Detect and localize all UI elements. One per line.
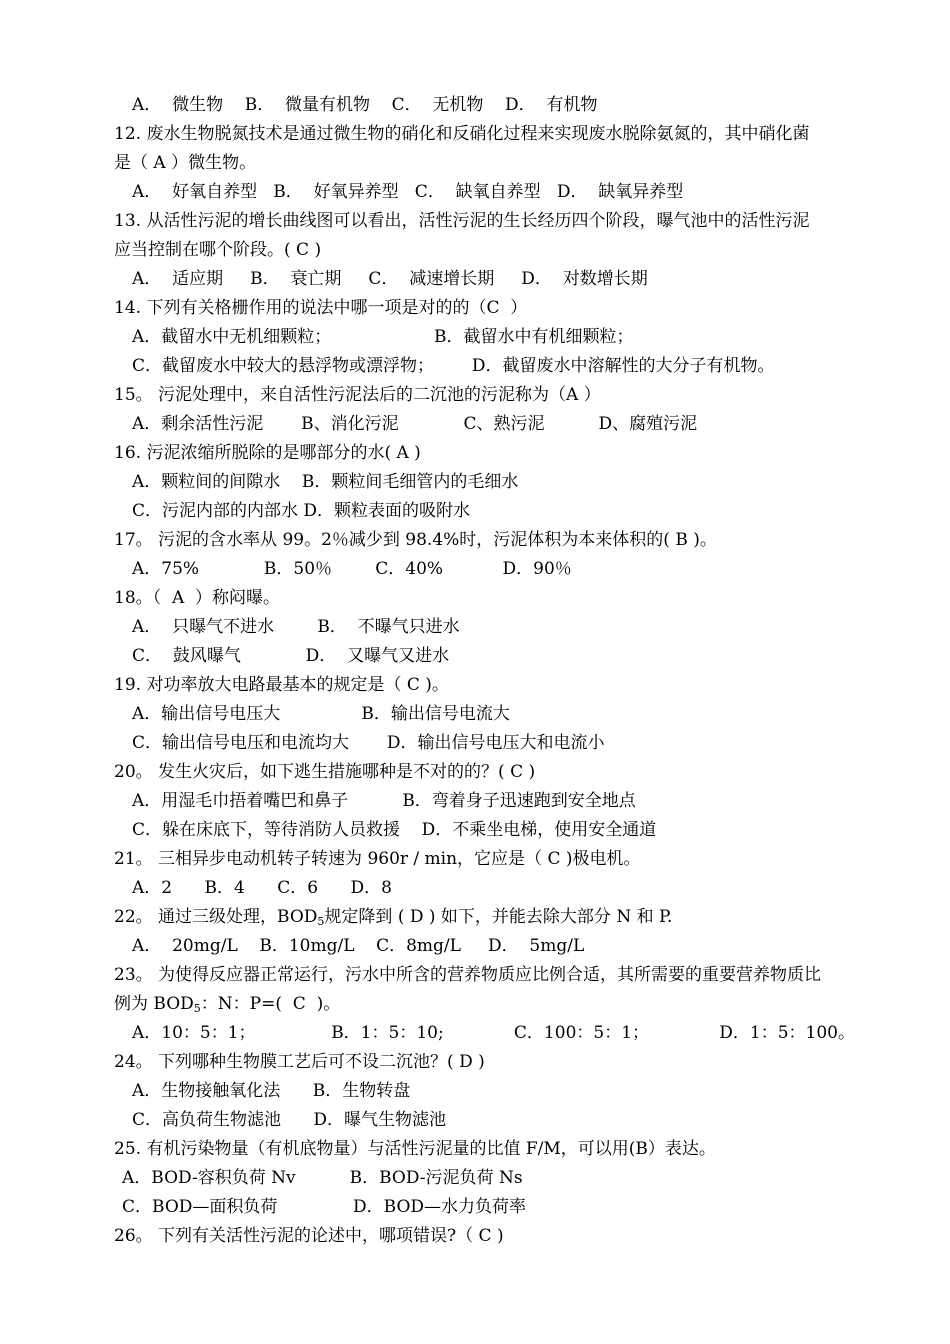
subscript: 5	[317, 915, 325, 928]
question-line: 14. 下列有关格栅作用的说法中哪一项是对的的（C ）	[114, 298, 528, 318]
question-line: 21。 三相异步电动机转子转速为 960r / min，它应是（ C )极电机。	[114, 849, 641, 869]
option-line: A． 微生物 B． 微量有机物 C． 无机物 D． 有机物	[132, 95, 598, 115]
question-line: 17。 污泥的含水率从 99。2％减少到 98.4%时，污泥体积为本来体积的( B )。	[114, 530, 717, 550]
question-line: 19. 对功率放大电路最基本的规定是（ C )。	[114, 675, 449, 695]
option-line: C．截留废水中较大的悬浮物或漂浮物； D．截留废水中溶解性的大分子有机物。	[132, 356, 775, 376]
question-line	[114, 903, 914, 932]
option-line: A． 适应期 B． 衰亡期 C． 减速增长期 D． 对数增长期	[132, 269, 648, 289]
question-text: 规定降到 ( D ) 如下，并能去除大部分 N 和 P.	[324, 907, 673, 927]
option-line: A．剩余活性污泥 B、消化污泥 C、熟污泥 D、腐殖污泥	[132, 414, 698, 434]
document-body	[114, 91, 914, 1251]
option-line: A． 20mg/L B．10mg/L C．8mg/L D． 5mg/L	[132, 936, 585, 956]
option-line: A．颗粒间的间隙水 B．颗粒间毛细管内的毛细水	[132, 472, 519, 492]
option-line: A．10：5：1； B．1：5：10; C．100：5：1； D．1：5：100。	[132, 1023, 855, 1043]
question-text: 22。 通过三级处理，BOD	[114, 907, 318, 927]
option-line: A．2 B．4 C．6 D．8	[132, 878, 392, 898]
question-line: 18。（ A ）称闷曝。	[114, 588, 281, 608]
option-line: A．用湿毛巾捂着嘴巴和鼻子 B．弯着身子迅速跑到安全地点	[132, 791, 636, 811]
question-line: 20。 发生火灾后，如下逃生措施哪种是不对的的？( C )	[114, 762, 536, 782]
question-line: 16. 污泥浓缩所脱除的是哪部分的水( A )	[114, 443, 421, 463]
question-line: 13. 从活性污泥的增长曲线图可以看出，活性污泥的生长经历四个阶段，曝气池中的活性污泥	[114, 211, 810, 231]
question-line: 24。 下列哪种生物膜工艺后可不设二沉池？( D )	[114, 1052, 485, 1072]
option-line: C． 鼓风曝气 D． 又曝气又进水	[132, 646, 450, 666]
option-line: C．高负荷生物滤池 D．曝气生物滤池	[132, 1110, 447, 1130]
question-line: 12. 废水生物脱氮技术是通过微生物的硝化和反硝化过程来实现废水脱除氨氮的，其中硝化菌	[114, 124, 810, 144]
question-line	[114, 990, 914, 1019]
option-line: A．75% B．50％ C．40% D．90％	[132, 559, 572, 579]
option-line: C．污泥内部的内部水 D．颗粒表面的吸附水	[132, 501, 471, 521]
option-line: A．截留水中无机细颗粒； B．截留水中有机细颗粒；	[132, 327, 634, 347]
question-text: 例为 BOD	[114, 994, 194, 1014]
option-line: A．输出信号电压大 B．输出信号电流大	[132, 704, 510, 724]
subscript: 5	[193, 1002, 201, 1015]
option-line: A．BOD-容积负荷 Nv B．BOD-污泥负荷 Ns	[122, 1168, 523, 1188]
question-line: 26。 下列有关活性污泥的论述中，哪项错误?（ C )	[114, 1226, 504, 1246]
option-line: C．躲在床底下，等待消防人员救援 D．不乘坐电梯，使用安全通道	[132, 820, 657, 840]
question-line: 25. 有机污染物量（有机底物量）与活性污泥量的比值 F/M，可以用(B）表达。	[114, 1139, 716, 1159]
question-text: ：N：P=( C )。	[200, 994, 341, 1014]
option-line: C．BOD—面积负荷 D．BOD—水力负荷率	[122, 1197, 527, 1217]
option-line: A． 只曝气不进水 B． 不曝气只进水	[132, 617, 460, 637]
option-line: C．输出信号电压和电流均大 D．输出信号电压大和电流小	[132, 733, 605, 753]
question-line: 是（ A ）微生物。	[114, 153, 257, 173]
question-line: 15。 污泥处理中，来自活性污泥法后的二沉池的污泥称为（A ）	[114, 385, 601, 405]
question-line: 23。 为使得反应器正常运行，污水中所含的营养物质应比例合适，其所需要的重要营养物质比	[114, 965, 822, 985]
question-line: 应当控制在哪个阶段。( C )	[114, 240, 322, 260]
option-line: A． 好氧自养型 B． 好氧异养型 C． 缺氧自养型 D． 缺氧异养型	[132, 182, 684, 202]
option-line: A．生物接触氧化法 B．生物转盘	[132, 1081, 411, 1101]
